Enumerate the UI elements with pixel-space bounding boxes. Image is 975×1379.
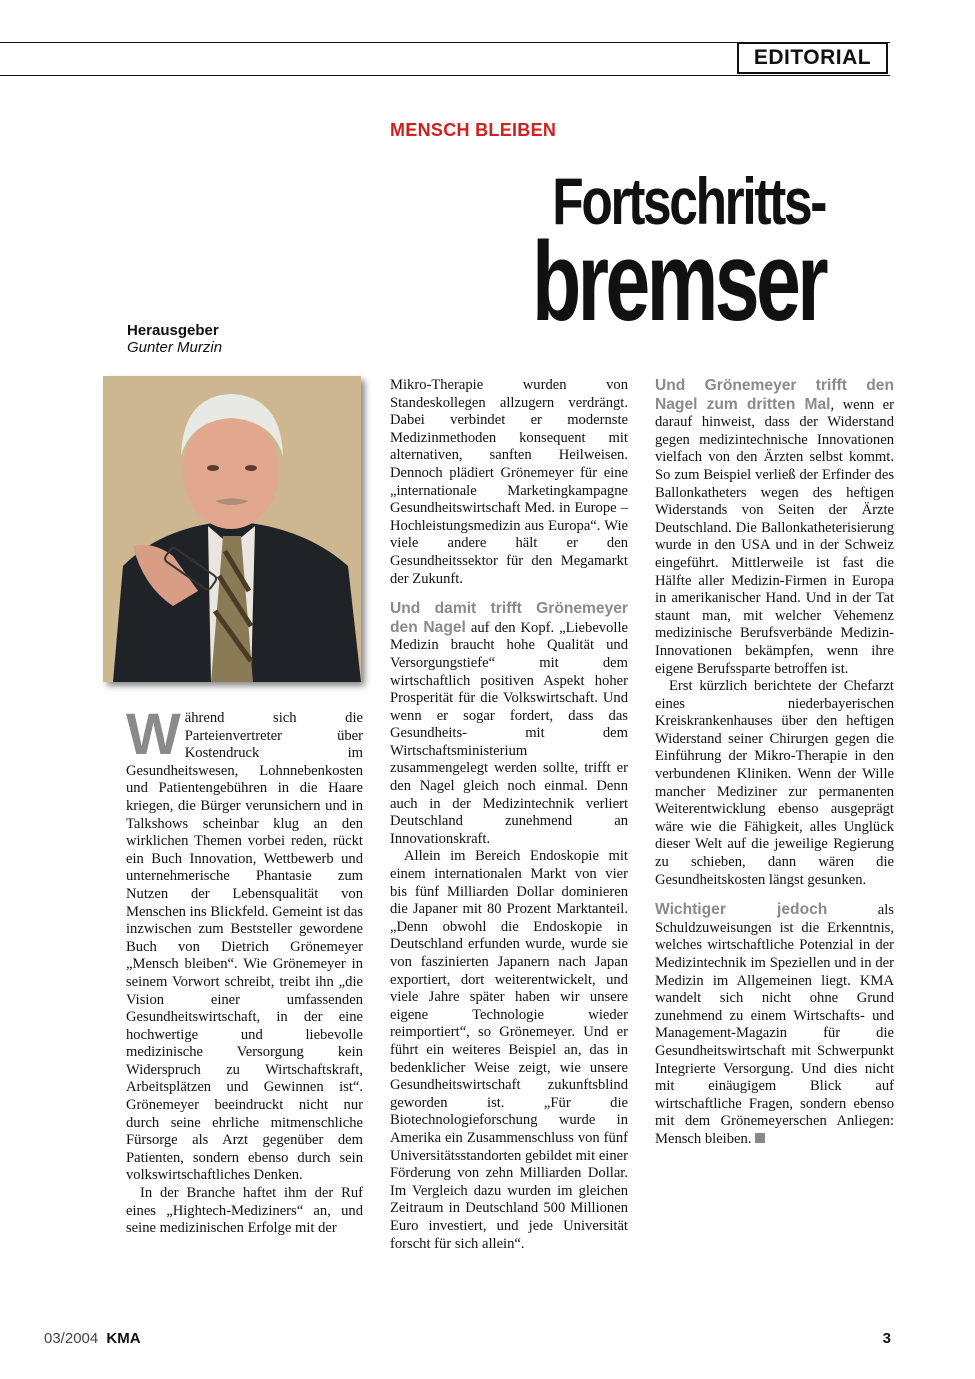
subheading: Und Grönemeyer trifft den Nagel zum dritten Mal xyxy=(655,377,894,413)
publisher-photo xyxy=(103,376,361,682)
headline xyxy=(418,164,825,344)
paragraph-text: ährend sich die Parteienvertreter über Kostendruck im Gesundheitswesen, Lohnnebenkosten und Patientengebühren in die Haare kriegen, die Bürger verunsichern und in Talkshows scheinbar klug an den wirklichen Themen vorbei reden, rückt ein Buch Innovation, Wettbewerb und unternehmerische Phantasie zum Nutzen der Lebensqualität von Menschen ins Blickfeld. Gemeint ist das inzwischen zum Beststeller gewordene Buch von Dietrich Grönemeyer „Mensch bleiben“. Wie Grönemeyer in seinem Vorwort schreibt, treibt ihn „die Vision einer umfassenden Gesundheitswirtschaft, in der eine hochwertige und liebevolle medizinische Versorgung kein Widerspruch zu Wirtschaftskraft, Arbeitsplätzen und Gewinnen ist“. Grönemeyer beeindruckt nicht nur durch seine ehrliche mitmenschliche Fürsorge als Arzt gegenüber dem Patienten, sondern ebenso durch sein volkswirtschaftliches Denken. xyxy=(126,710,363,1184)
dropcap: W xyxy=(126,702,181,767)
paragraph: In der Branche haftet ihm der Ruf eines „Hightech-Mediziners“ an, und seine medizinischen Erfolge mit der xyxy=(126,1185,363,1237)
paragraph xyxy=(126,702,363,1185)
paragraph: Allein im Bereich Endoskopie mit einem internationalen Markt von vier bis fünf Milliarden Dollar dominieren die Japaner mit 80 Prozent Marktanteil. „Denn obwohl die Endoskopie in Deutschland erfunden wurde, wurde sie von faszinierten Japanern nach Japan exportiert, dort weiterentwickelt, und viele Jahre später haben wir unsere eigene Technologie wieder reimportiert“, so Grönemeyer. Und er führt ein weiteres Beispiel an, das in bedenklicher Weise zeigt, wie unsere Gesundheitswirtschaft zukunftsblind geworden ist. „Für die Biotechnologieforschung wurde in Amerika ein Zusammenschluss von fünf Universitätsstandorten gebildet mit einer Förderung von zehn Milliarden Dollar. Im Vergleich dazu wurden im gleichen Zeitraum in Deutschland 500 Millionen Euro investiert, und jede Universität forscht für sich allein“. xyxy=(390,848,628,1252)
paragraph-text: auf den Kopf. „Liebevolle Medizin braucht hohe Qualität und Versorgungstiefe“ mit dem wirtschaftlich positiven Aspekt hoher Prosperität für die Volkswirtschaft. Und wenn er sogar fordert, dass das Gesundheits- mit dem Wirtschaftsministerium zusammengelegt werden sollte, trifft er den Nagel gleich noch einmal. Denn auch in der Medizintechnik verliert Deutschland zunehmend an Innovationskraft. xyxy=(390,619,628,847)
paragraph: Mikro-Therapie wurden von Standeskollegen allzugern verdrängt. Dabei verbindet er modernste Medizinmethoden konsequent mit alternativen, sanften Heilweisen. Dennoch plädiert Grönemeyer für eine „internationale Marketingkampagne Gesundheitswirtschaft Med. in Europe – Hochleistungsmedizin aus Europa“. Wie viele andere hält er den Gesundheitssektor für den Megamarkt der Zukunft. xyxy=(390,377,628,587)
page-number: 3 xyxy=(882,1330,891,1347)
section-label: EDITORIAL xyxy=(737,42,888,74)
publisher-role: Herausgeber xyxy=(127,322,219,339)
paragraph-text: , wenn er darauf hinweist, dass der Widerstand gegen medizintechnische Innovationen vielfach von den Ärzten selbst kommt. So zum Beispiel verließ der Erfinder des Ballonkatheters wegen des heftigen Widerstands von Seiten der Ärzte Deutschland. Die Ballonkatheterisierung wurde in den USA und in der Schweiz eingeführt. Mittlerweile ist fast die Hälfte aller Medizin-Firmen in Europa in amerikanischer Hand. Und in der Tat staunt man, mit welcher Vehemenz medizinische Berufsverbände Medizin-Innovationen bekämpfen, wenn ihre eigene Berufssparte betroffen ist. xyxy=(655,396,894,677)
paragraph: Erst kürzlich berichtete der Chefarzt eines niederbayerischen Kreiskrankenhauses über den heftigen Widerstand seiner Chirurgen gegen die Einführung der Mikro-Therapie in den verbundenen Kliniken. Wenn der Wille mancher Mediziner zur permanenten Weiterentwicklung ebenso ausgeprägt wäre wie die Fähigkeit, alles Unglück dieser Welt auf die jeweilige Regierung zu schieben, dann wären die Gesundheitskosten längst gesunken. xyxy=(655,678,894,888)
subheading: Und damit trifft Grönemeyer den Nagel xyxy=(390,600,628,636)
article-column-3 xyxy=(655,377,894,1149)
portrait-illustration xyxy=(103,376,361,682)
paragraph-text: als Schuldzuweisungen ist die Erkenntnis, welches wirtschaftliche Potenzial in der Medizintechnik im Speziellen und in der Medizin im Allgemeinen liegt. KMA wandelt sich nicht ohne Grund zunehmend zu einem Wirtschafts- und Management-Magazin für die Gesundheitswirtschaft mit Schwerpunkt Integrierte Versorgung. Und dies nicht mit einäugigem Blick auf wirtschaftliche Fragen, sondern ebenso mit dem Grönemeyerschen Anliegen: Mensch bleiben. xyxy=(655,902,894,1147)
headline-line2: bremser xyxy=(531,219,825,344)
headline-line1: Fortschritts- xyxy=(552,164,825,238)
kicker: MENSCH BLEIBEN xyxy=(390,120,557,140)
paragraph xyxy=(655,901,894,1148)
article-column-2 xyxy=(390,377,628,1253)
magazine-brand: KMA xyxy=(106,1330,141,1347)
end-mark-icon xyxy=(755,1133,765,1143)
article-column-1 xyxy=(126,702,363,1238)
paragraph xyxy=(655,377,894,678)
footer-issue xyxy=(44,1330,141,1347)
publisher-credit xyxy=(127,322,222,356)
subheading: Wichtiger jedoch xyxy=(655,901,828,919)
publisher-name: Gunter Murzin xyxy=(127,339,223,356)
paragraph xyxy=(390,600,628,848)
issue-date: 03/2004 xyxy=(44,1330,99,1347)
